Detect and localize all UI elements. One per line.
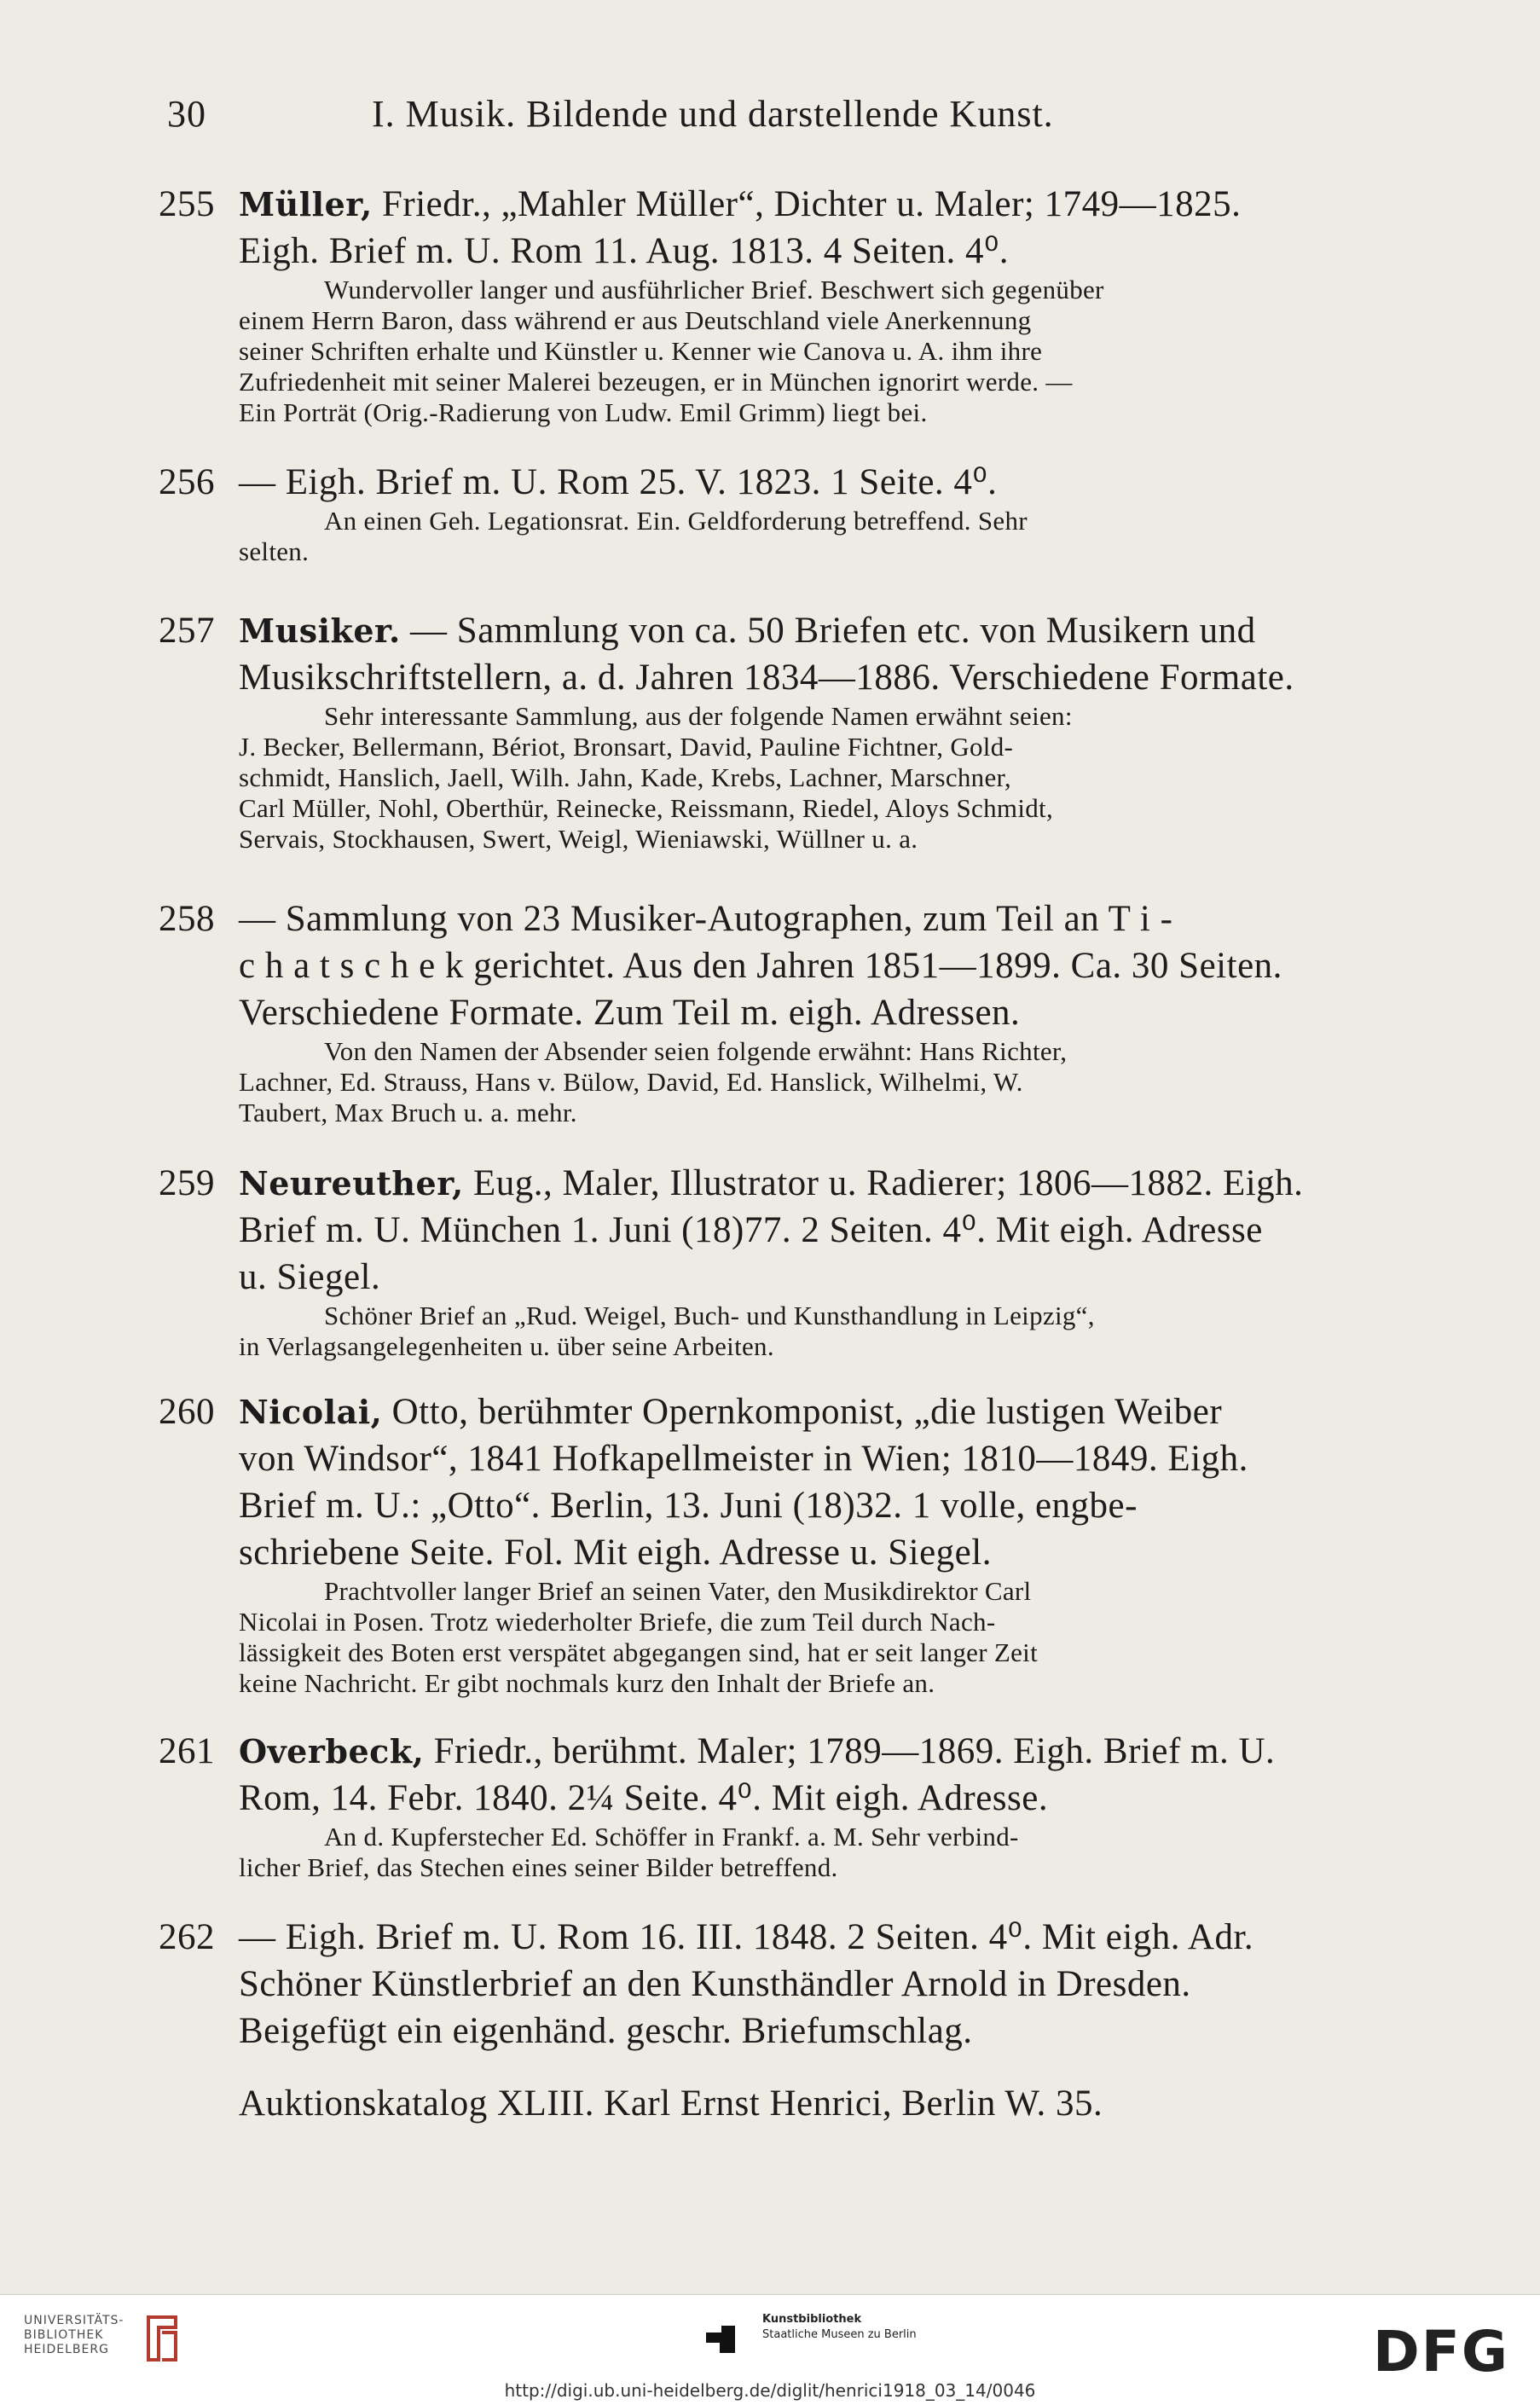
catalog-entry <box>159 1388 1369 1699</box>
entry-description-text: Taubert, Max Bruch u. a. mehr. <box>239 1098 577 1127</box>
catalog-entry <box>159 895 1369 1128</box>
entry-line <box>159 1961 1369 2008</box>
catalog-entry <box>159 1728 1369 1883</box>
entry-description-text: Schöner Brief an „Rud. Weigel, Buch- und Kunsthandlung in Leipzig“, <box>324 1301 1095 1330</box>
entry-description-line <box>159 793 1369 824</box>
entry-description-line <box>159 1607 1369 1637</box>
entry-line <box>159 942 1369 989</box>
entry-description-text: Wundervoller langer und ausführlicher Brief. Beschwert sich gegenüber <box>324 275 1104 304</box>
entry-line <box>159 181 1369 228</box>
entry-line-text: Eug., Maler, Illustrator u. Radierer; 1806—1882. Eigh. <box>472 1163 1304 1203</box>
entry-line-text: Brief m. U. München 1. Juni (18)77. 2 Seiten. 4⁰. Mit eigh. Adresse <box>239 1210 1263 1250</box>
catalog-entry <box>159 459 1369 567</box>
entry-description-text: licher Brief, das Stechen eines seiner Bilder betreffend. <box>239 1852 838 1882</box>
entry-number: 261 <box>159 1731 215 1771</box>
entry-description-text: Servais, Stockhausen, Swert, Weigl, Wieniawski, Wüllner u. a. <box>239 824 918 854</box>
entry-description-text: Sehr interessante Sammlung, aus der folgende Namen erwähnt seien: <box>324 701 1073 731</box>
entry-line-text: — Eigh. Brief m. U. Rom 16. III. 1848. 2 Seiten. 4⁰. Mit eigh. Adr. <box>239 1917 1254 1957</box>
entry-description-text: Prachtvoller langer Brief an seinen Vater, den Musikdirektor Carl <box>324 1576 1032 1606</box>
entry-line-text: Musikschriftstellern, a. d. Jahren 1834—1886. Verschiedene Formate. <box>239 658 1294 698</box>
entry-description-text: seiner Schriften erhalte und Künstler u. Kenner wie Canova u. A. ihm ihre <box>239 336 1043 366</box>
entry-description-line <box>159 824 1369 855</box>
entry-description-text: J. Becker, Bellermann, Bériot, Bronsart, David, Pauline Fichtner, Gold- <box>239 732 1014 762</box>
kb-name: Kunstbibliothek <box>762 2313 862 2326</box>
catalog-footer: Auktionskatalog XLIII. Karl Ernst Henrici, Berlin W. 35. <box>239 2083 1103 2124</box>
entry-description-line <box>159 762 1369 793</box>
entry-line <box>159 1388 1369 1435</box>
university-crest-icon <box>136 2312 188 2365</box>
entry-description-line <box>159 1668 1369 1699</box>
entry-line-text: Eigh. Brief m. U. Rom 11. Aug. 1813. 4 Seiten. 4⁰. <box>239 231 1009 271</box>
entry-description-line <box>159 336 1369 367</box>
entry-line <box>159 459 1369 506</box>
entry-number: 260 <box>159 1392 215 1432</box>
entry-line <box>159 2008 1369 2054</box>
entry-description-text: Carl Müller, Nohl, Oberthür, Reinecke, Reissmann, Riedel, Aloys Schmidt, <box>239 793 1054 823</box>
entry-description-text: Von den Namen der Absender seien folgende erwähnt: Hans Richter, <box>324 1036 1068 1066</box>
entry-line <box>159 989 1369 1036</box>
page-number: 30 <box>167 93 206 135</box>
entry-description-line <box>159 1576 1369 1607</box>
catalog-entry <box>159 607 1369 855</box>
catalog-entry <box>159 1914 1369 2054</box>
entry-line-text: c h a t s c h e k gerichtet. Aus den Jahren 1851—1899. Ca. 30 Seiten. <box>239 946 1282 986</box>
entry-line-text: — Eigh. Brief m. U. Rom 25. V. 1823. 1 Seite. 4⁰. <box>239 462 998 502</box>
entry-description-line <box>159 1331 1369 1362</box>
page-url[interactable]: http://digi.ub.uni-heidelberg.de/diglit/henrici1918_03_14/0046 <box>504 2380 1036 2401</box>
entry-number: 259 <box>159 1163 215 1203</box>
entry-line <box>159 1160 1369 1207</box>
entry-line <box>159 1254 1369 1301</box>
entry-description-line <box>159 275 1369 305</box>
kb-subtitle: Staatliche Museen zu Berlin <box>762 2328 917 2341</box>
entry-description-line <box>159 1637 1369 1668</box>
entry-number: 262 <box>159 1917 215 1957</box>
dfg-logo[interactable]: DFG <box>1373 2319 1510 2385</box>
entry-description-line <box>159 367 1369 397</box>
entry-line <box>159 1435 1369 1482</box>
entry-line-text: Schöner Künstlerbrief an den Kunsthändler Arnold in Dresden. <box>239 1964 1191 2004</box>
entry-description-line <box>159 1036 1369 1067</box>
entry-line <box>159 1482 1369 1529</box>
entry-line-text: u. Siegel. <box>239 1257 381 1297</box>
entry-description-line <box>159 732 1369 762</box>
entry-line <box>159 1728 1369 1775</box>
entry-description-line <box>159 536 1369 567</box>
entry-line-text: Friedr., „Mahler Müller“, Dichter u. Maler; 1749—1825. <box>381 184 1242 224</box>
entry-line-text: Beigefügt ein eigenhänd. geschr. Briefumschlag. <box>239 2011 973 2051</box>
entry-description-text: Lachner, Ed. Strauss, Hans v. Bülow, David, Ed. Hanslick, Wilhelmi, W. <box>239 1067 1023 1097</box>
uni-logo-line: HEIDELBERG <box>24 2343 109 2356</box>
entry-line-text: Rom, 14. Febr. 1840. 2¼ Seite. 4⁰. Mit eigh. Adresse. <box>239 1778 1049 1818</box>
entry-description-text: einem Herrn Baron, dass während er aus Deutschland viele Anerkennung <box>239 305 1032 335</box>
entry-name: Musiker. <box>239 611 401 650</box>
page-header <box>167 92 1378 143</box>
catalog-entry <box>159 1160 1369 1362</box>
entry-line-text: Otto, berühmter Opernkomponist, „die lustigen Weiber <box>391 1392 1223 1432</box>
entry-number: 257 <box>159 611 215 651</box>
entry-line <box>159 1207 1369 1254</box>
entry-description-text: Ein Porträt (Orig.-Radierung von Ludw. Emil Grimm) liegt bei. <box>239 397 928 427</box>
entry-description-line <box>159 1822 1369 1852</box>
entry-line-text: Verschiedene Formate. Zum Teil m. eigh. Adressen. <box>239 993 1021 1033</box>
university-library-logo[interactable] <box>24 2314 124 2357</box>
entry-description-line <box>159 1098 1369 1128</box>
entry-description-line <box>159 701 1369 732</box>
entry-name: Overbeck, <box>239 1732 425 1770</box>
catalog-entry <box>159 181 1369 428</box>
entry-line <box>159 654 1369 701</box>
entry-line-text: schriebene Seite. Fol. Mit eigh. Adresse u. Siegel. <box>239 1533 992 1573</box>
entry-description-text: keine Nachricht. Er gibt nochmals kurz den Inhalt der Briefe an. <box>239 1668 935 1698</box>
viewer-footer-bar <box>0 2294 1540 2405</box>
entry-line-text: — Sammlung von 23 Musiker-Autographen, zum Teil an T i - <box>239 899 1173 939</box>
uni-logo-line: BIBLIOTHEK <box>24 2328 104 2342</box>
entry-line <box>159 607 1369 654</box>
entry-description-text: lässigkeit des Boten erst verspätet abgegangen sind, hat er seit langer Zeit <box>239 1637 1039 1667</box>
entry-line <box>159 1914 1369 1961</box>
entry-description-text: An d. Kupferstecher Ed. Schöffer in Frankf. a. M. Sehr verbind- <box>324 1822 1019 1852</box>
entry-description-text: Nicolai in Posen. Trotz wiederholter Briefe, die zum Teil durch Nach- <box>239 1607 996 1637</box>
page-title: I. Musik. Bildende und darstellende Kunst. <box>372 93 1054 135</box>
entry-line <box>159 1529 1369 1576</box>
entry-number: 258 <box>159 899 215 939</box>
entry-name: Neureuther, <box>239 1164 464 1202</box>
entry-description-line <box>159 506 1369 536</box>
entry-line <box>159 895 1369 942</box>
entry-number: 256 <box>159 462 215 502</box>
entry-description-text: in Verlagsangelegenheiten u. über seine Arbeiten. <box>239 1331 774 1361</box>
entry-description-text: Zufriedenheit mit seiner Malerei bezeugen, er in München ignorirt werde. — <box>239 367 1073 397</box>
entry-description-line <box>159 1067 1369 1098</box>
entry-description-line <box>159 305 1369 336</box>
entry-description-line <box>159 1852 1369 1883</box>
entry-description-text: selten. <box>239 536 310 566</box>
entry-description-line <box>159 1301 1369 1331</box>
entry-line <box>159 228 1369 275</box>
entry-line-text: von Windsor“, 1841 Hofkapellmeister in Wien; 1810—1849. Eigh. <box>239 1439 1248 1479</box>
kunstbibliothek-mark-icon <box>706 2326 735 2353</box>
entry-description-line <box>159 397 1369 428</box>
entry-description-text: schmidt, Hanslich, Jaell, Wilh. Jahn, Kade, Krebs, Lachner, Marschner, <box>239 762 1011 792</box>
entry-line-text: — Sammlung von ca. 50 Briefen etc. von Musikern und <box>410 611 1256 651</box>
entry-description-text: An einen Geh. Legationsrat. Ein. Geldforderung betreffend. Sehr <box>324 506 1028 536</box>
uni-logo-line: UNIVERSITÄTS- <box>24 2314 124 2327</box>
entry-number: 255 <box>159 184 215 224</box>
entry-name: Nicolai, <box>239 1393 383 1431</box>
entry-line-text: Friedr., berühmt. Maler; 1789—1869. Eigh. Brief m. U. <box>433 1731 1276 1771</box>
entry-line <box>159 1775 1369 1822</box>
entry-line-text: Brief m. U.: „Otto“. Berlin, 13. Juni (18)32. 1 volle, engbe- <box>239 1486 1138 1526</box>
entry-name: Müller, <box>239 185 373 223</box>
